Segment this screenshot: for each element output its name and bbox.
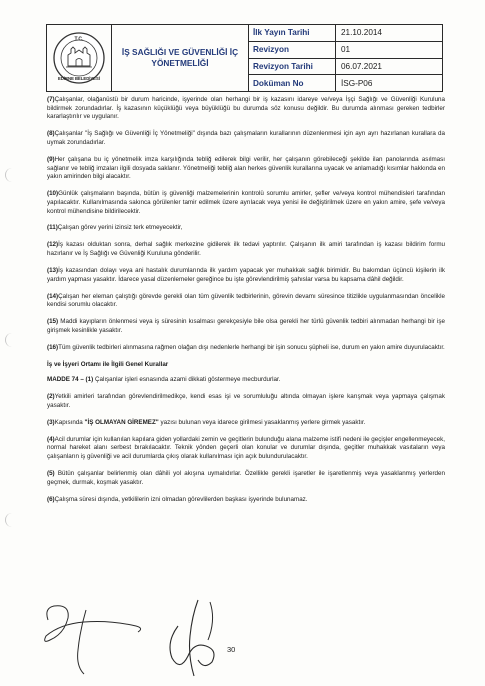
meta-value: İSG-P06: [341, 78, 373, 88]
meta-row: [249, 42, 442, 59]
paragraph-11: [47, 224, 445, 233]
signature-1-icon: [40, 600, 170, 680]
paragraph-text: Çalışan her eleman çalıştığı görevde gerekli olan tüm güvenlik tedbirlerinin, görevin devamı süresince titizlikle uygulanmasından öncelikle kendisi sorumlu olacaktır.: [47, 292, 445, 309]
paragraph-text: Çalışan görev yerini izinsiz terk etmeyecektir,: [57, 224, 183, 232]
title-line-1: İŞ SAĞLIĞI VE GÜVENLİĞİ İÇ: [121, 47, 239, 57]
paragraph-text: yazısı bulunan veya idarece girilmesi yasaklanmış yerlere girmek yasaktır.: [158, 418, 366, 426]
document-title: [112, 25, 249, 91]
article-74-1: [47, 376, 445, 385]
paragraph-number: (3): [47, 418, 55, 426]
municipality-logo-icon: [52, 31, 106, 85]
paragraph-16: [47, 344, 445, 353]
document-header: [46, 24, 443, 92]
paragraph-number: (15): [47, 318, 59, 326]
paragraph-number: (8): [47, 130, 55, 138]
warning-sign-text: "İŞ OLMAYAN GİREMEZ": [84, 418, 159, 426]
paragraph-10: [47, 190, 445, 216]
meta-value: 01: [341, 45, 351, 55]
paragraph-text: Tüm güvenlik tedbirleri alınmasına rağmen olağan dışı nedenlerle herhangi bir işin sonucu şüpheli ise, durum en yakın amire duyurulacaktır.: [58, 343, 445, 351]
meta-value: 21.10.2014: [341, 28, 382, 38]
paragraph-number: (7): [47, 96, 55, 103]
punch-hole-mark: [5, 168, 14, 182]
article-74-2: [47, 393, 445, 410]
paragraph-text: İş kazası olduktan sonra, derhal sağlık merkezine gidilerek ilk tedavi yaptırılır. Çalışanın ilk amiri tarafından iş kazası bildirim formu hazırlanır ve İş Sağlığı ve Güvenliği Kuruluna gönderilir.: [47, 241, 445, 258]
paragraph-number: (13): [47, 266, 59, 274]
punch-hole-mark: [5, 513, 14, 527]
paragraph-14: [47, 293, 445, 310]
paragraph-number: (4): [47, 435, 55, 443]
paragraph-text: Her çalışana bu iç yönetmelik imza karşılığında tebliğ edilerek bilgi verilir, her çalışanın görebileceği şekilde ilan panolarında asılması sağlanır ve tebliğ imzaları ilgili dosyada saklanır. Yönetmeliği tebliğ alan herkes güvenlik kurallarına uyacak ve anlamadığı kısımlar hakkında en yakın amirinden bilgi alacaktır.: [47, 155, 445, 181]
page-number: 30: [227, 645, 236, 654]
paragraph-text: Günlük çalışmaların başında, bütün iş güvenliği malzemelerinin kontrolü sorumlu amirler, şefler ve/veya kontrol mühendisleri tarafından yapılacaktır. Kullanılmasında sakınca görülenler tamir edilmek üzere ayrılacak veya yenisi ile değiştirilmek üzere en yakın amire, şefe ve/veya kontrol mühendisine bildirilecektir.: [47, 190, 445, 215]
paragraph-12: [47, 241, 445, 258]
paragraph-number: (6): [47, 495, 55, 503]
signature-2-icon: [158, 596, 238, 681]
article-74-3: [47, 419, 445, 428]
paragraph-13: [47, 267, 445, 284]
paragraph-text: Çalışanlar işleri esnasında azami dikkati göstermeye mecburdurlar.: [93, 376, 281, 384]
paragraph-text: İş kazasından dolayı veya ani hastalık durumlarında ilk yardım yapacak yer muhakkak sağlık birimidir. Bu bakımdan üçüncü kişilerin ilk yardım yapması yasaktır. İdarece yasal düzenlemeler gereğince bu işte görevlendirilmiş şahıslar varsa bu kapsama dâhil değildir.: [47, 266, 445, 283]
logo-top-text: T.C.: [74, 36, 84, 43]
paragraph-15: [47, 318, 445, 335]
meta-row: [249, 25, 442, 42]
paragraph-number: (10): [47, 190, 59, 198]
title-line-2: YÖNETMELİĞİ: [151, 58, 209, 68]
paragraph-number: (14): [47, 292, 59, 300]
paragraph-text: Kapısında: [54, 418, 85, 426]
paragraph-9: [47, 156, 445, 182]
article-74-5: [47, 470, 445, 487]
article-74-4: [47, 436, 445, 462]
paragraph-text: Maddi kayıpların önlenmesi veya iş süresinin kısalması gerekçesiyle bile olsa gerekli her türlü güvenlik tedbiri alınmadan herhangi bir işe girişmek kesinlikle yasaktır.: [47, 318, 445, 334]
article-74-6: [47, 496, 445, 505]
meta-label: Revizyon: [249, 42, 336, 58]
paragraph-number: (5): [47, 470, 55, 478]
logo-cell: [47, 25, 112, 91]
punch-hole-mark: [5, 333, 14, 347]
paragraph-number: (12): [47, 241, 59, 249]
paragraph-text: Çalışanlar "İş Sağlığı ve Güvenliği İç Yönetmeliği" dışında bazı çalışmaların kurallarının düzenlenmesi için ayrı ayrı hazırlanan kurallara da uymak zorundadırlar.: [47, 130, 445, 146]
meta-value: 06.07.2021: [341, 61, 382, 71]
meta-label: İlk Yayın Tarihi: [249, 25, 336, 41]
paragraph-number: (11): [47, 224, 58, 232]
paragraph-text: Yetkili amirleri tarafından görevlendirilmedikçe, kendi esas işi ve sorumluluğu altında olmayan işlere karışmak veya yapmaya çalışmak yasaktır.: [47, 393, 445, 409]
meta-row: [249, 59, 442, 76]
paragraph-text: Çalışma süresi dışında, yetkililerin izni olmadan görevlilerden başkası işyerinde bulunamaz.: [54, 495, 308, 503]
paragraph-text: Çalışanlar, olağanüstü bir durum haricinde, işyerinde olan herhangi bir iş kazasını idareye ve/veya İşçi Sağlığı ve Güvenliği Kuruluna bildirmek zorundadırlar. İş kazasının küçüklüğü veya büyüklüğü bu durumda söz konusu değildir. Bu durumda alınması gereken tedbirler kararlaştırılır ve uygulanır.: [47, 96, 445, 121]
paragraph-7: [47, 96, 445, 122]
document-body: [47, 96, 445, 513]
article-number: MADDE 74 – (1): [47, 376, 94, 384]
logo-bottom-text: EDİRNE BELEDİYESİ: [58, 76, 100, 81]
paragraph-number: (16): [47, 343, 59, 351]
document-meta-table: [249, 25, 442, 91]
meta-row: [249, 75, 442, 91]
paragraph-8: [47, 130, 445, 147]
meta-label: Doküman No: [249, 75, 336, 91]
section-heading: İş ve İşyeri Ortamı ile İlgili Genel Kurallar: [47, 360, 169, 368]
paragraph-text: Bütün çalışanlar belirlenmiş olan dâhili yol akışına uymalıdırlar. Özellikle gerekli işaretler ile işaretlenmiş veya yasaklanmış yerlerden geçmek, durmak, koşmak yasaktır.: [47, 470, 445, 486]
paragraph-text: Acil durumlar için kullanılan kapılara giden yollardaki zemin ve geçitlerin bulunduğu alana malzeme istifi nedeni ile geçişler engellenmeyecek, normal hareket alanı serbest bırakılacaktır. Teknik yönden geçerli olan konular ve durumlar dışında, geçitler muhakkak vasıtaların veya çalışanların iş güvenliği ve acil durumlarda çıkış olarak kullanılması için açık bulundurulacaktır.: [47, 435, 445, 461]
paragraph-number: (9): [47, 155, 55, 163]
paragraph-number: (2): [47, 393, 55, 401]
meta-label: Revizyon Tarihi: [249, 59, 336, 75]
